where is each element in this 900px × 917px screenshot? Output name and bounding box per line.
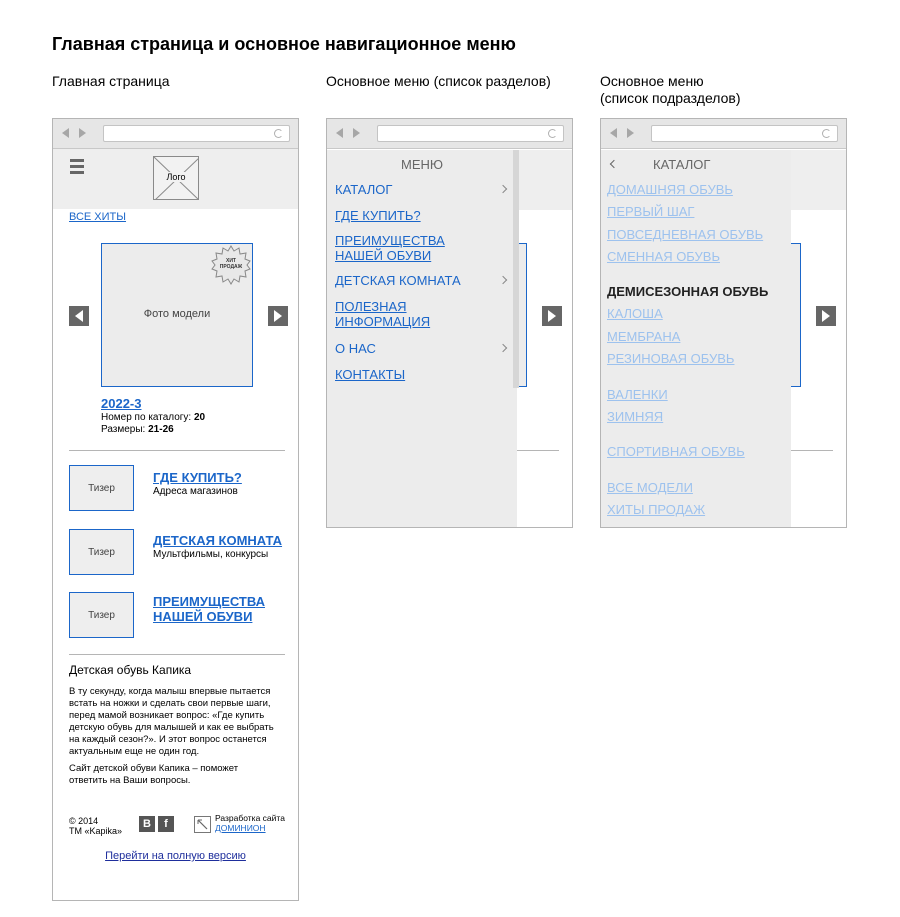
back-arrow-icon[interactable] <box>336 128 343 138</box>
teaser-image[interactable]: Тизер <box>69 465 134 511</box>
menu-item-line1: ПОЛЕЗНАЯ <box>335 299 407 314</box>
menu-item-kids-room[interactable]: ДЕТСКАЯ КОМНАТА <box>335 273 461 288</box>
teaser-title-line1: ПРЕИМУЩЕСТВА <box>153 594 265 609</box>
teaser-subtitle: Мультфильмы, конкурсы <box>153 549 269 560</box>
all-hits-link[interactable]: ВСЕ ХИТЫ <box>69 211 127 223</box>
about-paragraph-2 <box>69 763 284 787</box>
menu-item-advantages[interactable] <box>335 233 445 263</box>
background-divider <box>517 450 559 451</box>
back-arrow-icon[interactable] <box>62 128 69 138</box>
hamburger-menu-icon[interactable] <box>70 159 84 177</box>
about-line: Сайт детской обуви Капика – поможет <box>69 763 239 774</box>
address-field[interactable] <box>103 125 290 142</box>
submenu-item[interactable]: ЗИМНЯЯ <box>607 409 664 424</box>
browser-bar <box>53 119 298 149</box>
column-title-submenu <box>600 73 740 107</box>
sizes-label: Размеры: <box>101 424 146 435</box>
teaser-title-kids-room[interactable]: ДЕТСКАЯ КОМНАТА <box>153 533 283 548</box>
sizes <box>101 424 174 435</box>
menu-item-catalog[interactable]: КАТАЛОГ <box>335 182 393 197</box>
submenu-item[interactable]: СПОРТИВНАЯ ОБУВЬ <box>607 444 745 459</box>
teaser-title-advantages[interactable] <box>153 594 265 624</box>
submenu-item[interactable]: РЕЗИНОВАЯ ОБУВЬ <box>607 351 735 366</box>
site-header <box>53 149 298 209</box>
column-title-submenu-line1: Основное меню <box>600 73 704 89</box>
background-divider <box>791 450 833 451</box>
about-line: актуальным еще не один год. <box>69 746 200 757</box>
logo-placeholder[interactable] <box>153 156 199 200</box>
next-slide-button <box>542 306 562 326</box>
forward-arrow-icon[interactable] <box>353 128 360 138</box>
menu-item-line1: ПРЕИМУЩЕСТВА <box>335 233 445 248</box>
next-slide-button[interactable] <box>268 306 288 326</box>
arrow-left-icon <box>75 310 83 322</box>
submenu-item-active[interactable]: ДЕМИСЕЗОННАЯ ОБУВЬ <box>607 284 769 299</box>
teaser-title-where-to-buy[interactable]: ГДЕ КУПИТЬ? <box>153 470 242 485</box>
menu-item-line2: НАШЕЙ ОБУВИ <box>335 248 432 263</box>
submenu-heading: КАТАЛОГ <box>653 157 711 172</box>
about-line: В ту секунду, когда малыш впервые пытается <box>69 686 271 697</box>
logo-label: Лого <box>166 172 186 182</box>
developer-logo-icon <box>194 816 211 833</box>
back-arrow-icon[interactable] <box>610 128 617 138</box>
arrow-right-icon <box>548 310 556 322</box>
about-line: встать на ножки и сделать свои первые шаги, <box>69 698 271 709</box>
menu-item-about[interactable]: О НАС <box>335 341 376 356</box>
address-field[interactable] <box>377 125 564 142</box>
teaser-title-line2: НАШЕЙ ОБУВИ <box>153 609 253 624</box>
prev-slide-button[interactable] <box>69 306 89 326</box>
forward-arrow-icon[interactable] <box>627 128 634 138</box>
vk-icon[interactable]: В <box>139 816 155 832</box>
model-photo[interactable] <box>101 243 253 387</box>
next-slide-button <box>816 306 836 326</box>
divider <box>69 654 285 655</box>
arrow-right-icon <box>274 310 282 322</box>
sizes-value: 21-26 <box>148 424 174 435</box>
about-line: перед мамой возникает вопрос: «Где купить <box>69 710 265 721</box>
facebook-icon[interactable]: f <box>158 816 174 832</box>
submenu-item[interactable]: ПЕРВЫЙ ШАГ <box>607 204 695 219</box>
phone-home <box>52 118 299 901</box>
teaser-image[interactable]: Тизер <box>69 529 134 575</box>
phone-menu <box>326 118 573 528</box>
forward-arrow-icon[interactable] <box>79 128 86 138</box>
about-line: на каждый сезон?». И этот вопрос останется <box>69 734 267 745</box>
background-header <box>517 150 572 210</box>
submenu-item[interactable]: СМЕННАЯ ОБУВЬ <box>607 249 720 264</box>
submenu-item[interactable]: КАЛОША <box>607 306 663 321</box>
menu-item-line2: ИНФОРМАЦИЯ <box>335 314 431 329</box>
arrow-right-icon <box>822 310 830 322</box>
reload-icon[interactable] <box>274 129 283 138</box>
about-line: ответить на Ваши вопросы. <box>69 775 191 786</box>
menu-item-useful-info[interactable] <box>335 299 430 329</box>
catalog-number <box>101 412 205 423</box>
page-title: Главная страница и основное навигационное меню <box>52 34 516 54</box>
model-photo-label: Фото модели <box>143 308 211 320</box>
phone-submenu <box>600 118 847 528</box>
hit-badge-line2: ПРОДАЖ <box>219 264 243 270</box>
copyright-line2: ТМ «Kapika» <box>69 826 123 836</box>
submenu-item[interactable]: ХИТЫ ПРОДАЖ <box>607 502 706 517</box>
browser-bar <box>601 119 846 149</box>
divider <box>69 450 285 451</box>
developer-link[interactable]: ДОМИНИОН <box>215 823 266 833</box>
submenu-item[interactable]: МЕМБРАНА <box>607 329 681 344</box>
full-version-link[interactable]: Перейти на полную версию <box>105 850 246 862</box>
menu-item-where-to-buy[interactable]: ГДЕ КУПИТЬ? <box>335 208 421 223</box>
menu-panel <box>327 150 517 527</box>
background-header <box>791 150 846 210</box>
copyright <box>69 816 122 836</box>
submenu-item[interactable]: ДОМАШНЯЯ ОБУВЬ <box>607 182 733 197</box>
submenu-item[interactable]: ВАЛЕНКИ <box>607 387 668 402</box>
developer-credit <box>215 813 285 833</box>
teaser-subtitle: Адреса магазинов <box>153 486 238 497</box>
hit-badge-label <box>216 258 246 270</box>
menu-heading: МЕНЮ <box>401 157 444 172</box>
reload-icon[interactable] <box>548 129 557 138</box>
submenu-item[interactable]: ПОВСЕДНЕВНАЯ ОБУВЬ <box>607 227 764 242</box>
about-paragraph-1 <box>69 686 284 758</box>
about-title: Детская обувь Капика <box>69 663 192 677</box>
submenu-item[interactable]: ВСЕ МОДЕЛИ <box>607 480 693 495</box>
menu-item-contacts[interactable]: КОНТАКТЫ <box>335 367 406 382</box>
catalog-number-value: 20 <box>194 412 206 423</box>
copyright-line1: © 2014 <box>69 816 99 826</box>
teaser-image[interactable]: Тизер <box>69 592 134 638</box>
column-title-home: Главная страница <box>52 73 170 89</box>
developer-credit-label: Разработка сайта <box>215 813 285 823</box>
catalog-number-label: Номер по каталогу: <box>101 412 192 423</box>
reload-icon[interactable] <box>822 129 831 138</box>
column-title-submenu-line2: (список подразделов) <box>600 90 741 106</box>
hit-badge-line1: ХИТ <box>226 258 236 264</box>
about-line: детскую обувь для малышей и как ее выбрать <box>69 722 274 733</box>
browser-bar <box>327 119 572 149</box>
menu-scrollbar[interactable] <box>513 150 519 388</box>
column-title-menu: Основное меню (список разделов) <box>326 73 551 89</box>
model-name-link[interactable]: 2022-3 <box>101 396 142 411</box>
address-field[interactable] <box>651 125 838 142</box>
background-photo-edge <box>791 243 801 387</box>
